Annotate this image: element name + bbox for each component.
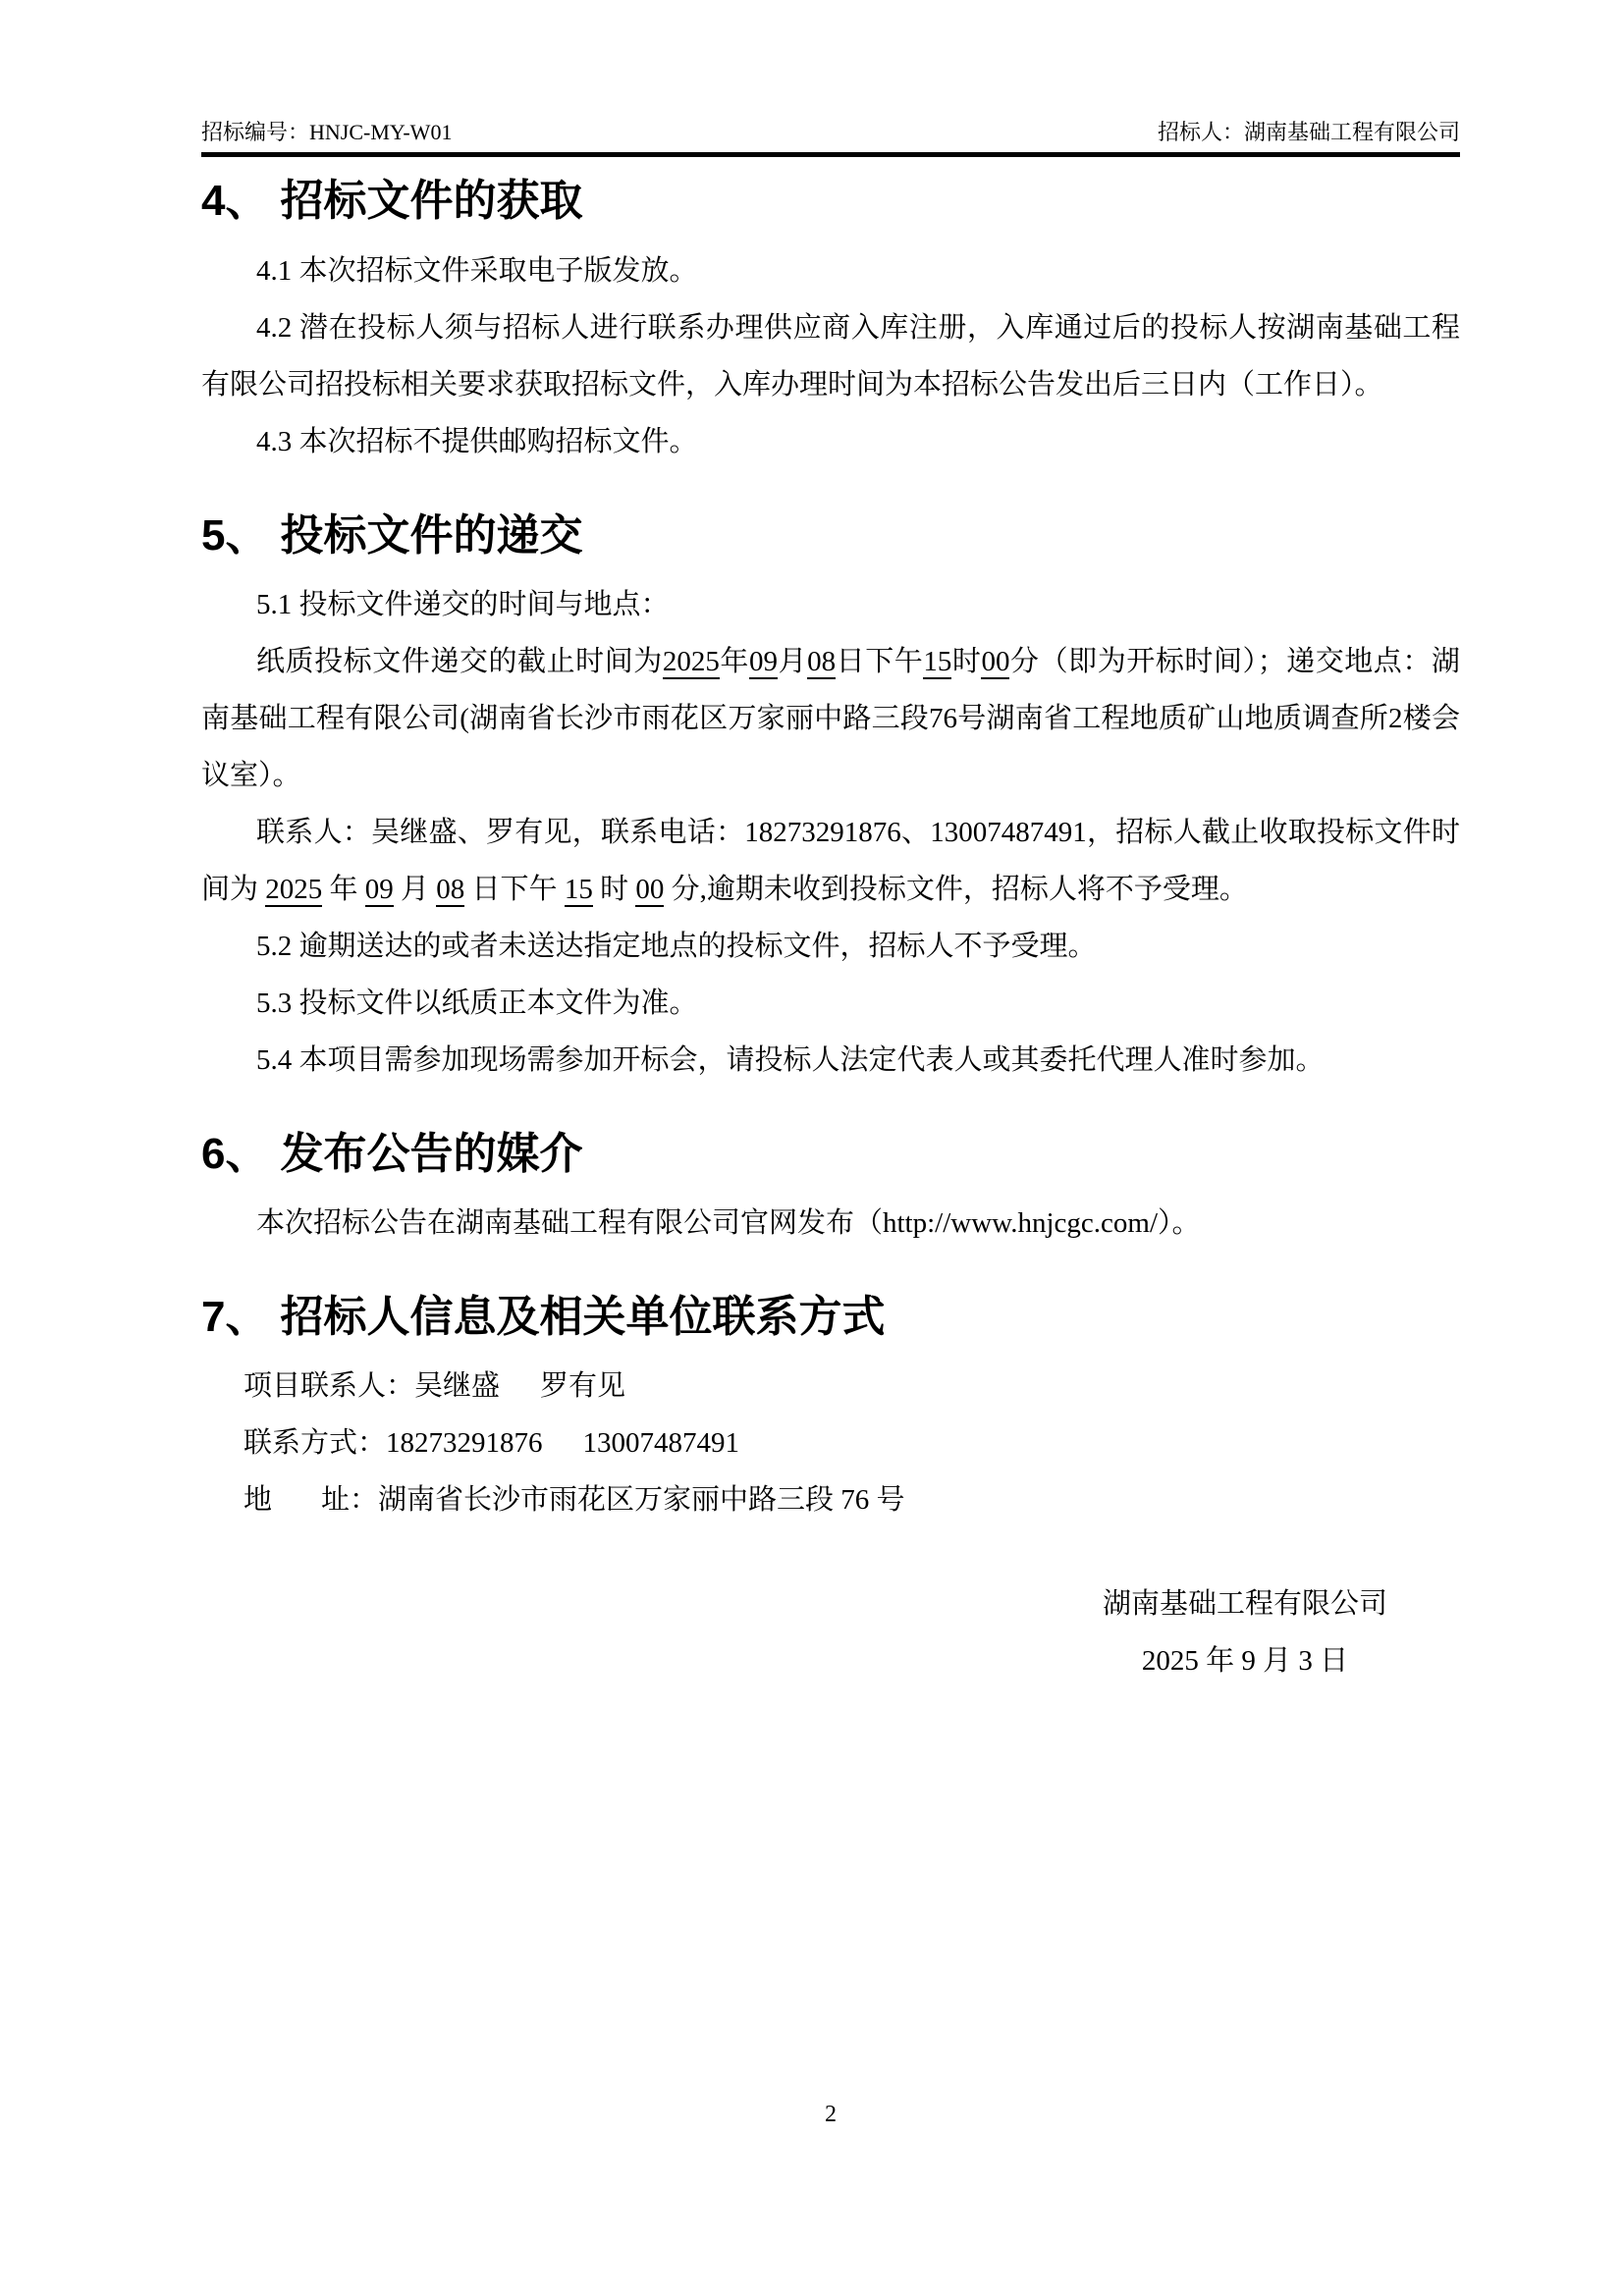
para-4-3: 4.3 本次招标不提供邮购招标文件。: [256, 426, 698, 457]
deadline2-month: 09: [364, 874, 394, 905]
para-5-4: 5.4 本项目需参加现场需参加开标会，请投标人法定代表人或其委托代理人准时参加。: [256, 1044, 1325, 1076]
signature-block: [1103, 1575, 1387, 1689]
header-tender-number: 招标编号：HNJC-MY-W01: [201, 120, 453, 144]
para-5-contact-line1: 联系人：吴继盛、罗有见，联系电话：18273291876、13007487491，招标人截止收取投标文件时: [256, 817, 1460, 848]
para-5-deadline-line2: 南基础工程有限公司(湖南省长沙市雨花区万家丽中路三段76号湖南省工程地质矿山地质调查所2楼会: [201, 703, 1460, 734]
section4-heading: [201, 171, 1460, 232]
para-5-2: 5.2 逾期送达的或者未送达指定地点的投标文件，招标人不予受理。: [256, 931, 1097, 962]
para-4-2-line2: 有限公司招投标相关要求获取招标文件，入库办理时间为本招标公告发出后三日内（工作日）。: [201, 369, 1383, 400]
para-5-1: 5.1 投标文件递交的时间与地点：: [256, 589, 670, 620]
signature-company: 湖南基础工程有限公司: [1102, 1588, 1387, 1620]
phone-number-2: 13007487491: [582, 1427, 740, 1459]
phone-number-1: 18273291876: [386, 1427, 543, 1459]
deadline-day: 08: [807, 646, 837, 677]
deadline2-hour-label: 时: [592, 874, 636, 905]
para-6-1: 本次招标公告在湖南基础工程有限公司官网发布（http://www.hnjcgc.com/）。: [256, 1207, 1201, 1239]
deadline-minute: 00: [981, 646, 1010, 677]
para-5-deadline-line3: 议室）。: [201, 760, 301, 791]
deadline-hour: 15: [923, 646, 952, 677]
contact-phones-line: [201, 1415, 1460, 1471]
section6-number: 6、: [201, 1130, 269, 1178]
deadline-prefix: 纸质投标文件递交的截止时间为: [256, 646, 663, 677]
deadline2-year: 2025: [265, 874, 323, 905]
section5-number: 5、: [201, 511, 269, 560]
deadline-day-label: 日下午: [836, 646, 924, 677]
phone-label: 联系方式：: [244, 1427, 387, 1459]
para-5-3: 5.3 投标文件以纸质正本文件为准。: [256, 988, 698, 1019]
deadline2-hour: 15: [564, 874, 593, 905]
contact-name-2: 罗有见: [540, 1370, 626, 1402]
section7-number: 7、: [201, 1293, 269, 1341]
deadline-minute-label: 分: [1009, 646, 1040, 677]
section6-heading: [201, 1124, 1460, 1185]
contact-name-1: 吴继盛: [414, 1370, 501, 1402]
signature-date: 2025 年 9 月 3 日: [1141, 1645, 1349, 1677]
address-label-right: 址：: [321, 1484, 379, 1516]
deadline2-prefix: 间为: [201, 874, 266, 905]
address-value: 湖南省长沙市雨花区万家丽中路三段 76 号: [378, 1484, 905, 1516]
para-4-1: 4.1 本次招标文件采取电子版发放。: [256, 255, 698, 287]
deadline2-day-label: 日下午: [464, 874, 565, 905]
deadline-month: 09: [748, 646, 778, 677]
para-5-contact-line2: [201, 861, 1460, 918]
deadline2-month-label: 月: [393, 874, 437, 905]
page-header: [201, 120, 1460, 157]
section4-number: 4、: [201, 177, 269, 225]
section5-heading: [201, 506, 1460, 566]
section7-title: 招标人信息及相关单位联系方式: [280, 1293, 886, 1341]
deadline2-year-label: 年: [322, 874, 365, 905]
para-4-2-line1: 4.2 潜在投标人须与招标人进行联系办理供应商入库注册，入库通过后的投标人按湖南基础工程: [256, 312, 1460, 344]
deadline2-minute: 00: [635, 874, 665, 905]
deadline-year: 2025: [662, 646, 720, 677]
header-tenderer: 招标人：湖南基础工程有限公司: [1157, 120, 1460, 144]
contact-label: 项目联系人：: [244, 1370, 415, 1402]
section4-title: 招标文件的获取: [280, 177, 583, 225]
deadline-hour-label: 时: [951, 646, 982, 677]
deadline-month-label: 月: [777, 646, 808, 677]
section6-title: 发布公告的媒介: [280, 1130, 583, 1178]
page-number: 2: [825, 2102, 837, 2127]
deadline-year-label: 年: [719, 646, 749, 677]
project-contacts-line: [201, 1358, 1460, 1415]
deadline2-minute-label: 分,逾期未收到投标文件，招标人将不予受理。: [664, 874, 1248, 905]
deadline-tail: （即为开标时间）；递交地点：湖: [1039, 646, 1460, 677]
address-line: [201, 1471, 1460, 1528]
address-label-left: 地: [244, 1484, 273, 1516]
section7-heading: [201, 1287, 1460, 1348]
para-5-deadline-line1: [201, 633, 1460, 690]
section5-title: 投标文件的递交: [280, 511, 583, 560]
deadline2-day: 08: [436, 874, 465, 905]
